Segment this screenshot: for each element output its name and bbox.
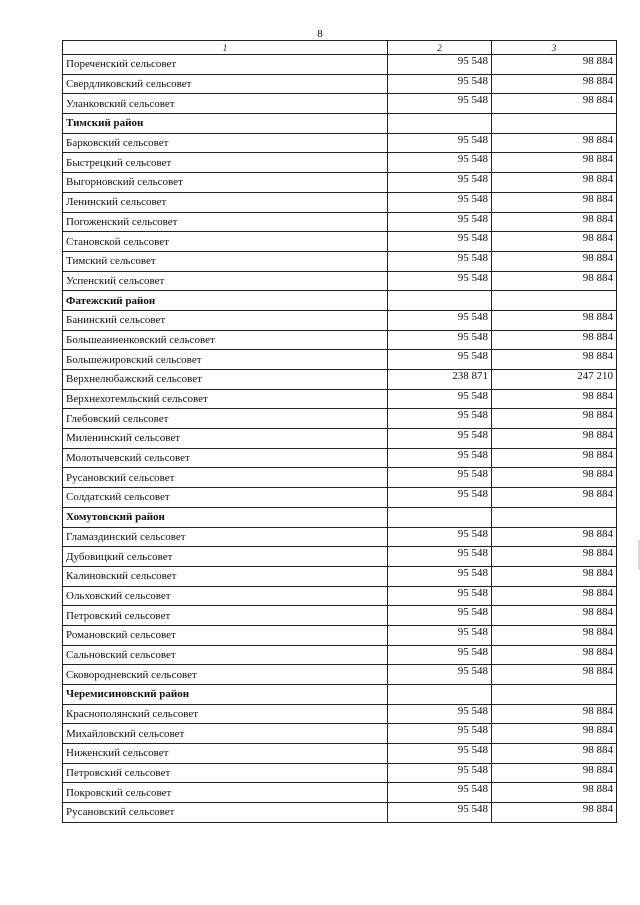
row-value-col2: 95 548 — [388, 271, 492, 291]
row-value-col3: 98 884 — [492, 350, 617, 370]
row-name-cell: Банинский сельсовет — [63, 310, 388, 330]
row-value-col2: 95 548 — [388, 389, 492, 409]
row-value-col2: 95 548 — [388, 350, 492, 370]
row-name-cell: Петровский сельсовет — [63, 606, 388, 626]
row-name-cell: Хомутовский район — [63, 507, 388, 527]
row-value-col3: 98 884 — [492, 55, 617, 75]
row-name-cell: Быстрецкий сельсовет — [63, 153, 388, 173]
column-header-2: 2 — [388, 41, 492, 55]
row-value-col3: 98 884 — [492, 409, 617, 429]
table-row — [63, 429, 617, 449]
row-name-cell: Верхнелюбажский сельсовет — [63, 370, 388, 390]
row-value-col2: 95 548 — [388, 783, 492, 803]
row-value-col2: 95 548 — [388, 566, 492, 586]
row-value-col3: 98 884 — [492, 606, 617, 626]
row-name-cell: Барковский сельсовет — [63, 133, 388, 153]
table-row — [63, 94, 617, 114]
table-row — [63, 468, 617, 488]
table-row — [63, 744, 617, 764]
row-value-col2: 95 548 — [388, 133, 492, 153]
row-name-cell: Ольховский сельсовет — [63, 586, 388, 606]
table-row — [63, 330, 617, 350]
row-value-col2 — [388, 291, 492, 311]
row-name-cell: Покровский сельсовет — [63, 783, 388, 803]
row-name-cell: Петровский сельсовет — [63, 763, 388, 783]
row-name-cell: Русановский сельсовет — [63, 468, 388, 488]
row-name-cell: Свердликовский сельсовет — [63, 74, 388, 94]
row-name-cell: Погоженский сельсовет — [63, 212, 388, 232]
district-header-row — [63, 291, 617, 311]
table-row — [63, 271, 617, 291]
row-value-col2: 95 548 — [388, 173, 492, 193]
row-value-col2: 238 871 — [388, 370, 492, 390]
district-header-row — [63, 114, 617, 134]
table-row — [63, 547, 617, 567]
table-row — [63, 763, 617, 783]
row-value-col3: 98 884 — [492, 547, 617, 567]
row-value-col2: 95 548 — [388, 665, 492, 685]
row-name-cell: Выгорновский сельсовет — [63, 173, 388, 193]
page-number: 8 — [317, 28, 323, 40]
row-name-cell: Фатежский район — [63, 291, 388, 311]
table-row — [63, 488, 617, 508]
row-name-cell: Становской сельсовет — [63, 232, 388, 252]
row-value-col3: 98 884 — [492, 389, 617, 409]
table-row — [63, 724, 617, 744]
table-row — [63, 370, 617, 390]
table-header — [63, 41, 617, 55]
row-name-cell: Черемисиновский район — [63, 685, 388, 705]
row-value-col2: 95 548 — [388, 527, 492, 547]
row-value-col3: 98 884 — [492, 173, 617, 193]
row-value-col2: 95 548 — [388, 212, 492, 232]
row-value-col3: 98 884 — [492, 192, 617, 212]
table-row — [63, 704, 617, 724]
row-value-col3: 98 884 — [492, 625, 617, 645]
row-value-col2: 95 548 — [388, 606, 492, 626]
row-value-col3: 98 884 — [492, 330, 617, 350]
row-name-cell: Верхнехотемльский сельсовет — [63, 389, 388, 409]
row-value-col3: 98 884 — [492, 310, 617, 330]
row-name-cell: Краснополянский сельсовет — [63, 704, 388, 724]
table-row — [63, 527, 617, 547]
allocation-table — [62, 40, 617, 823]
table-row — [63, 783, 617, 803]
row-name-cell: Ниженский сельсовет — [63, 744, 388, 764]
row-value-col3: 98 884 — [492, 586, 617, 606]
row-value-col3: 98 884 — [492, 527, 617, 547]
row-value-col2 — [388, 685, 492, 705]
table-row — [63, 74, 617, 94]
table-row — [63, 665, 617, 685]
row-value-col3: 98 884 — [492, 665, 617, 685]
row-value-col2: 95 548 — [388, 724, 492, 744]
row-name-cell: Гламаздинский сельсовет — [63, 527, 388, 547]
row-value-col3: 98 884 — [492, 488, 617, 508]
table-row — [63, 192, 617, 212]
row-value-col3: 98 884 — [492, 645, 617, 665]
row-value-col2: 95 548 — [388, 586, 492, 606]
row-value-col2: 95 548 — [388, 803, 492, 823]
row-value-col3: 98 884 — [492, 232, 617, 252]
row-name-cell: Солдатский сельсовет — [63, 488, 388, 508]
row-value-col2: 95 548 — [388, 330, 492, 350]
row-name-cell: Сальновский сельсовет — [63, 645, 388, 665]
table-row — [63, 133, 617, 153]
row-value-col2: 95 548 — [388, 704, 492, 724]
table-row — [63, 409, 617, 429]
table-body — [63, 55, 617, 823]
row-name-cell: Большежировский сельсовет — [63, 350, 388, 370]
row-value-col3: 98 884 — [492, 566, 617, 586]
row-value-col3: 98 884 — [492, 133, 617, 153]
table-row — [63, 310, 617, 330]
row-name-cell: Калиновский сельсовет — [63, 566, 388, 586]
row-value-col2: 95 548 — [388, 74, 492, 94]
row-value-col3 — [492, 114, 617, 134]
row-name-cell: Сковородневский сельсовет — [63, 665, 388, 685]
row-name-cell: Тимский район — [63, 114, 388, 134]
row-value-col3: 98 884 — [492, 212, 617, 232]
row-value-col3: 98 884 — [492, 251, 617, 271]
table-row — [63, 586, 617, 606]
table-row — [63, 350, 617, 370]
row-value-col2: 95 548 — [388, 94, 492, 114]
row-value-col2: 95 548 — [388, 468, 492, 488]
row-name-cell: Успенский сельсовет — [63, 271, 388, 291]
district-header-row — [63, 507, 617, 527]
row-name-cell: Русановский сельсовет — [63, 803, 388, 823]
row-value-col2: 95 548 — [388, 625, 492, 645]
district-header-row — [63, 685, 617, 705]
row-name-cell: Тимский сельсовет — [63, 251, 388, 271]
column-header-1: 1 — [63, 41, 388, 55]
table-row — [63, 212, 617, 232]
row-value-col3: 98 884 — [492, 448, 617, 468]
table-row — [63, 645, 617, 665]
row-value-col3 — [492, 685, 617, 705]
row-value-col3: 98 884 — [492, 468, 617, 488]
table-row — [63, 232, 617, 252]
row-value-col3: 98 884 — [492, 724, 617, 744]
row-name-cell: Уланковский сельсовет — [63, 94, 388, 114]
table-row — [63, 153, 617, 173]
row-value-col3: 247 210 — [492, 370, 617, 390]
row-value-col3: 98 884 — [492, 783, 617, 803]
row-value-col2: 95 548 — [388, 645, 492, 665]
row-name-cell: Пореченский сельсовет — [63, 55, 388, 75]
row-value-col3 — [492, 507, 617, 527]
row-value-col2: 95 548 — [388, 55, 492, 75]
table-row — [63, 389, 617, 409]
row-name-cell: Дубовицкий сельсовет — [63, 547, 388, 567]
row-name-cell: Романовский сельсовет — [63, 625, 388, 645]
table-row — [63, 566, 617, 586]
row-name-cell: Большеанненковский сельсовет — [63, 330, 388, 350]
row-value-col3: 98 884 — [492, 94, 617, 114]
table-row — [63, 625, 617, 645]
row-name-cell: Ленинский сельсовет — [63, 192, 388, 212]
row-value-col2: 95 548 — [388, 192, 492, 212]
row-value-col3: 98 884 — [492, 704, 617, 724]
row-value-col3: 98 884 — [492, 429, 617, 449]
table-row — [63, 803, 617, 823]
row-value-col2: 95 548 — [388, 310, 492, 330]
header-row — [63, 41, 617, 55]
row-value-col3: 98 884 — [492, 153, 617, 173]
row-value-col2: 95 548 — [388, 251, 492, 271]
row-value-col3: 98 884 — [492, 271, 617, 291]
row-name-cell: Михайловский сельсовет — [63, 724, 388, 744]
row-value-col3: 98 884 — [492, 803, 617, 823]
column-header-3: 3 — [492, 41, 617, 55]
row-value-col2: 95 548 — [388, 448, 492, 468]
row-name-cell: Молотычевский сельсовет — [63, 448, 388, 468]
table-row — [63, 448, 617, 468]
table-row — [63, 173, 617, 193]
row-value-col2: 95 548 — [388, 232, 492, 252]
row-value-col2: 95 548 — [388, 488, 492, 508]
row-value-col2: 95 548 — [388, 744, 492, 764]
row-value-col2: 95 548 — [388, 763, 492, 783]
row-value-col2 — [388, 114, 492, 134]
row-name-cell: Глебовский сельсовет — [63, 409, 388, 429]
row-name-cell: Миленинский сельсовет — [63, 429, 388, 449]
table-row — [63, 606, 617, 626]
row-value-col3: 98 884 — [492, 763, 617, 783]
row-value-col3 — [492, 291, 617, 311]
row-value-col2: 95 548 — [388, 409, 492, 429]
table-row — [63, 251, 617, 271]
row-value-col2: 95 548 — [388, 153, 492, 173]
row-value-col2 — [388, 507, 492, 527]
row-value-col3: 98 884 — [492, 74, 617, 94]
row-value-col2: 95 548 — [388, 429, 492, 449]
row-value-col3: 98 884 — [492, 744, 617, 764]
row-value-col2: 95 548 — [388, 547, 492, 567]
table-row — [63, 55, 617, 75]
